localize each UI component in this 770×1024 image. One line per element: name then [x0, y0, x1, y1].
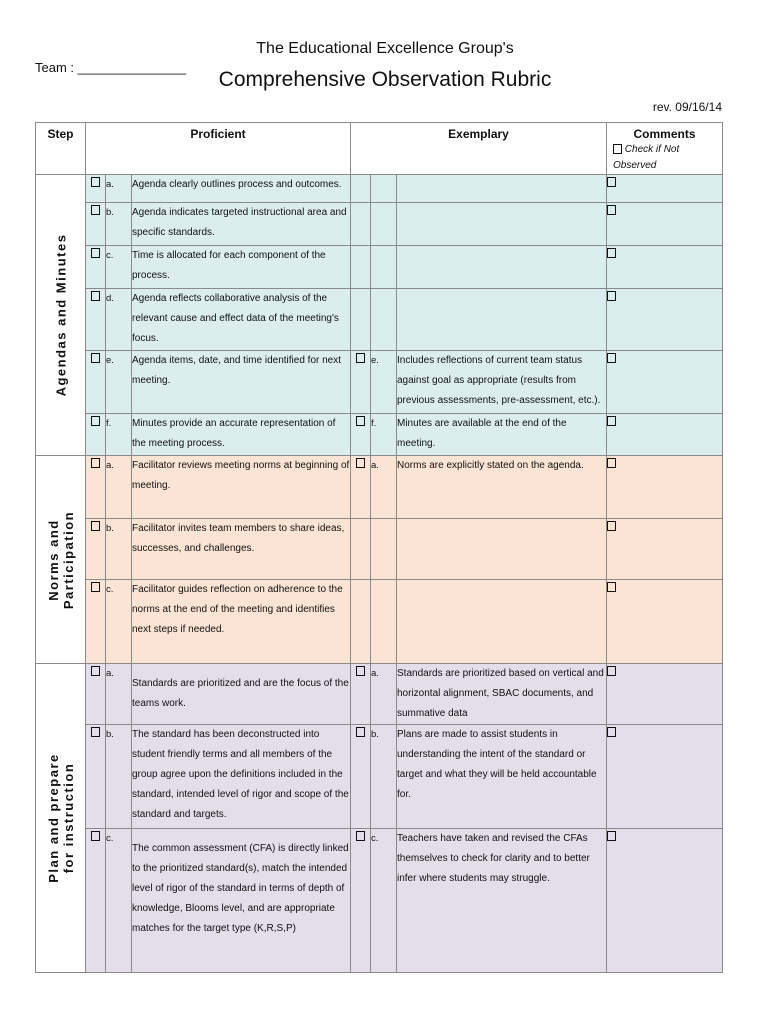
- exemplary-checkbox[interactable]: [356, 458, 365, 468]
- proficient-criterion: The common assessment (CFA) is directly linked to the prioritized standard(s), match the intended level of rigor of the standard in terms of depth of knowledge, Blooms level, and are appropriate matches for the target type (K,R,S,P): [132, 829, 351, 973]
- team-field-label: Team : _______________: [35, 60, 187, 75]
- column-header-step: Step: [36, 123, 86, 175]
- proficient-checkbox[interactable]: [91, 177, 100, 187]
- proficient-criterion: Minutes provide an accurate representation of the meeting process.: [132, 414, 351, 456]
- exemplary-checkbox[interactable]: [356, 416, 365, 426]
- exemplary-letter: b.: [371, 725, 397, 829]
- proficient-checkbox[interactable]: [91, 521, 100, 531]
- column-header-exemplary: Exemplary: [351, 123, 607, 175]
- proficient-criterion: Agenda items, date, and time identified for next meeting.: [132, 351, 351, 414]
- comment-checkbox[interactable]: [607, 521, 616, 531]
- step-label: Agendas and Minutes: [53, 233, 68, 397]
- table-row: [36, 664, 723, 725]
- comment-checkbox[interactable]: [607, 831, 616, 841]
- proficient-letter: d.: [106, 289, 132, 351]
- proficient-criterion: Facilitator guides reflection on adherence to the norms at the end of the meeting and identifies next steps if needed.: [132, 580, 351, 664]
- comment-checkbox[interactable]: [607, 291, 616, 301]
- exemplary-criterion: Standards are prioritized based on vertical and horizontal alignment, SBAC documents, and summative data: [397, 664, 607, 725]
- proficient-letter: b.: [106, 725, 132, 829]
- step-cell-agendas: [36, 175, 86, 456]
- proficient-criterion: The standard has been deconstructed into student friendly terms and all members of the group agree upon the definitions included in the standard, intended level of rigor and scope of the standard and targets.: [132, 725, 351, 829]
- proficient-letter: e.: [106, 351, 132, 414]
- table-row: [36, 725, 723, 829]
- organization-title: The Educational Excellence Group's: [256, 40, 514, 57]
- table-row: [36, 175, 723, 203]
- table-row: [36, 351, 723, 414]
- proficient-checkbox[interactable]: [91, 291, 100, 301]
- column-header-comments: [607, 123, 723, 175]
- exemplary-checkbox[interactable]: [356, 727, 365, 737]
- comment-checkbox[interactable]: [607, 582, 616, 592]
- proficient-criterion: Agenda indicates targeted instructional area and specific standards.: [132, 203, 351, 246]
- proficient-checkbox[interactable]: [91, 205, 100, 215]
- table-row: [36, 456, 723, 519]
- column-header-proficient: Proficient: [86, 123, 351, 175]
- proficient-letter: c.: [106, 246, 132, 289]
- comment-checkbox[interactable]: [607, 353, 616, 363]
- exemplary-criterion: Plans are made to assist students in understanding the intent of the standard or target and what they will be held accountable for.: [397, 725, 607, 829]
- proficient-checkbox[interactable]: [91, 416, 100, 426]
- comment-checkbox[interactable]: [607, 416, 616, 426]
- comment-checkbox[interactable]: [607, 205, 616, 215]
- proficient-letter: c.: [106, 580, 132, 664]
- proficient-checkbox[interactable]: [91, 458, 100, 468]
- comments-header-label: Comments: [633, 127, 696, 141]
- exemplary-letter: f.: [371, 414, 397, 456]
- table-row: [36, 414, 723, 456]
- table-row: [36, 246, 723, 289]
- observation-rubric-table: [35, 122, 723, 973]
- proficient-criterion: Facilitator reviews meeting norms at beginning of meeting.: [132, 456, 351, 519]
- comment-checkbox[interactable]: [607, 458, 616, 468]
- proficient-letter: a.: [106, 664, 132, 725]
- exemplary-criterion: Teachers have taken and revised the CFAs themselves to check for clarity and to better infer where students may struggle.: [397, 829, 607, 973]
- table-row: [36, 580, 723, 664]
- comment-checkbox[interactable]: [607, 727, 616, 737]
- proficient-checkbox[interactable]: [91, 353, 100, 363]
- proficient-checkbox[interactable]: [91, 727, 100, 737]
- exemplary-letter: a.: [371, 664, 397, 725]
- step-label: Norms and Participation: [45, 510, 76, 609]
- proficient-checkbox[interactable]: [91, 666, 100, 676]
- exemplary-checkbox[interactable]: [356, 831, 365, 841]
- exemplary-checkbox[interactable]: [356, 353, 365, 363]
- table-row: [36, 289, 723, 351]
- exemplary-checkbox[interactable]: [356, 666, 365, 676]
- comment-checkbox[interactable]: [607, 248, 616, 258]
- exemplary-letter: a.: [371, 456, 397, 519]
- exemplary-letter: e.: [371, 351, 397, 414]
- proficient-letter: a.: [106, 456, 132, 519]
- exemplary-criterion: Minutes are available at the end of the meeting.: [397, 414, 607, 456]
- not-observed-note: Check if Not Observed: [613, 144, 680, 171]
- step-cell-norms: [36, 456, 86, 664]
- proficient-criterion: Agenda reflects collaborative analysis of the relevant cause and effect data of the meeting's focus.: [132, 289, 351, 351]
- table-row: [36, 519, 723, 580]
- exemplary-letter: c.: [371, 829, 397, 973]
- proficient-letter: b.: [106, 203, 132, 246]
- exemplary-criterion: Includes reflections of current team status against goal as appropriate (results from previous assessments, pre-assessment, etc.).: [397, 351, 607, 414]
- proficient-checkbox[interactable]: [91, 831, 100, 841]
- table-row: [36, 203, 723, 246]
- proficient-criterion: Facilitator invites team members to share ideas, successes, and challenges.: [132, 519, 351, 580]
- proficient-letter: f.: [106, 414, 132, 456]
- revision-date: rev. 09/16/14: [652, 100, 722, 114]
- checkbox-icon: [613, 144, 622, 154]
- proficient-checkbox[interactable]: [91, 582, 100, 592]
- step-cell-plan: [36, 664, 86, 973]
- comment-checkbox[interactable]: [607, 177, 616, 187]
- exemplary-criterion: Norms are explicitly stated on the agenda.: [397, 456, 607, 519]
- proficient-checkbox[interactable]: [91, 248, 100, 258]
- step-label: Plan and prepare for instruction: [45, 753, 76, 883]
- proficient-letter: c.: [106, 829, 132, 973]
- proficient-criterion: Standards are prioritized and are the focus of the teams work.: [132, 664, 351, 725]
- proficient-criterion: Agenda clearly outlines process and outcomes.: [132, 175, 351, 203]
- table-row: [36, 829, 723, 973]
- rubric-title: Comprehensive Observation Rubric: [218, 68, 552, 91]
- proficient-letter: a.: [106, 175, 132, 203]
- comment-checkbox[interactable]: [607, 666, 616, 676]
- proficient-criterion: Time is allocated for each component of the process.: [132, 246, 351, 289]
- proficient-letter: b.: [106, 519, 132, 580]
